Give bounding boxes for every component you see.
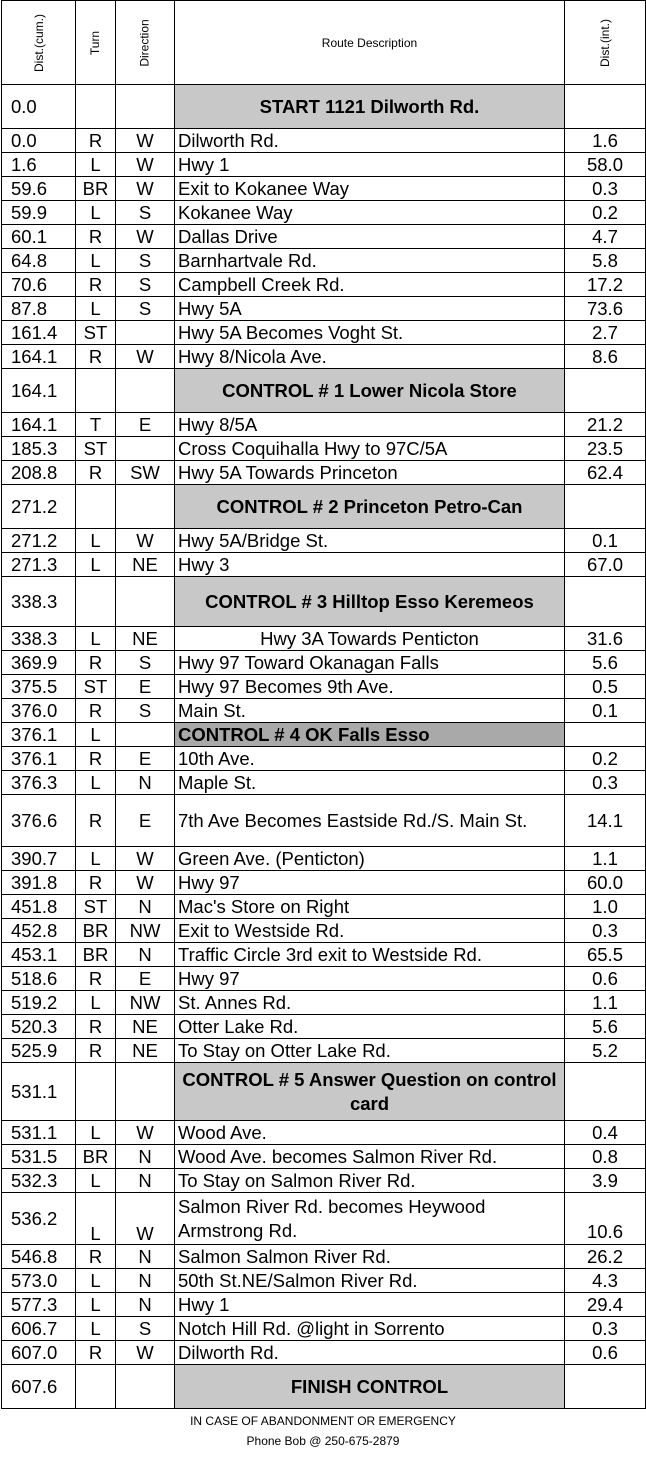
cell-dist-int: 67.0 <box>565 553 646 577</box>
cell-route-description: Maple St. <box>175 771 565 795</box>
cell-dist-cum: 271.2 <box>2 529 76 553</box>
cell-turn: R <box>76 273 116 297</box>
cell-dist-int <box>565 577 646 627</box>
control-row <box>2 485 646 529</box>
table-row <box>2 345 646 369</box>
cell-dist-cum: 164.1 <box>2 369 76 413</box>
cell-direction: S <box>116 249 175 273</box>
cell-route-description: Wood Ave. becomes Salmon River Rd. <box>175 1145 565 1169</box>
cell-direction: E <box>116 795 175 847</box>
cell-dist-int: 29.4 <box>565 1293 646 1317</box>
cell-dist-cum: 271.2 <box>2 485 76 529</box>
cell-direction: SW <box>116 461 175 485</box>
cell-direction: NE <box>116 627 175 651</box>
cell-route-description: CONTROL # 5 Answer Question on control card <box>175 1063 565 1121</box>
cell-direction: N <box>116 1269 175 1293</box>
table-row <box>2 225 646 249</box>
cell-turn: R <box>76 871 116 895</box>
cell-dist-int: 0.3 <box>565 919 646 943</box>
control-row <box>2 369 646 413</box>
cell-direction <box>116 437 175 461</box>
cell-dist-int: 0.4 <box>565 1121 646 1145</box>
cell-dist-int: 0.8 <box>565 1145 646 1169</box>
cell-dist-int: 23.5 <box>565 437 646 461</box>
table-row <box>2 249 646 273</box>
cell-dist-cum: 185.3 <box>2 437 76 461</box>
cell-dist-cum: 271.3 <box>2 553 76 577</box>
cell-route-description: CONTROL # 4 OK Falls Esso <box>175 723 565 747</box>
cell-dist-int: 1.1 <box>565 847 646 871</box>
cell-route-description: Exit to Kokanee Way <box>175 177 565 201</box>
header-turn: Turn <box>76 1 116 85</box>
cell-turn: L <box>76 627 116 651</box>
cell-dist-cum: 0.0 <box>2 85 76 129</box>
cell-turn: BR <box>76 1145 116 1169</box>
cell-direction: N <box>116 1293 175 1317</box>
table-row <box>2 747 646 771</box>
cell-dist-int: 5.6 <box>565 1015 646 1039</box>
cell-dist-int <box>565 369 646 413</box>
cell-route-description: Cross Coquihalla Hwy to 97C/5A <box>175 437 565 461</box>
cell-dist-cum: 64.8 <box>2 249 76 273</box>
cell-dist-int: 4.7 <box>565 225 646 249</box>
table-row <box>2 1293 646 1317</box>
cell-dist-int: 58.0 <box>565 153 646 177</box>
cell-turn: L <box>76 991 116 1015</box>
cell-direction: W <box>116 129 175 153</box>
cell-dist-int: 17.2 <box>565 273 646 297</box>
cell-route-description: Hwy 5A Towards Princeton <box>175 461 565 485</box>
cell-dist-cum: 606.7 <box>2 1317 76 1341</box>
cell-turn: L <box>76 553 116 577</box>
cell-dist-cum: 607.6 <box>2 1365 76 1409</box>
cell-dist-cum: 0.0 <box>2 129 76 153</box>
table-row <box>2 1341 646 1365</box>
cell-direction <box>116 485 175 529</box>
cell-turn: R <box>76 461 116 485</box>
cell-direction <box>116 369 175 413</box>
cell-direction: N <box>116 895 175 919</box>
cell-dist-int <box>565 1365 646 1409</box>
table-row <box>2 895 646 919</box>
cell-turn: ST <box>76 437 116 461</box>
cell-direction: S <box>116 699 175 723</box>
table-row <box>2 1245 646 1269</box>
cell-turn: R <box>76 967 116 991</box>
cell-turn: L <box>76 771 116 795</box>
cell-dist-int: 4.3 <box>565 1269 646 1293</box>
cell-direction: N <box>116 1169 175 1193</box>
cell-route-description: FINISH CONTROL <box>175 1365 565 1409</box>
cell-dist-int: 0.3 <box>565 1317 646 1341</box>
cell-turn: L <box>76 1317 116 1341</box>
cell-direction: E <box>116 675 175 699</box>
cell-turn: L <box>76 529 116 553</box>
cell-dist-int <box>565 1063 646 1121</box>
cell-direction: N <box>116 771 175 795</box>
cell-direction: S <box>116 297 175 321</box>
cell-direction: S <box>116 201 175 225</box>
cell-direction: W <box>116 1193 175 1245</box>
cell-dist-int: 60.0 <box>565 871 646 895</box>
table-row <box>2 795 646 847</box>
cell-direction <box>116 1063 175 1121</box>
cell-turn: R <box>76 345 116 369</box>
cell-dist-cum: 391.8 <box>2 871 76 895</box>
cell-direction: N <box>116 1145 175 1169</box>
cell-route-description: St. Annes Rd. <box>175 991 565 1015</box>
cell-dist-int: 14.1 <box>565 795 646 847</box>
cell-route-description: Hwy 97 <box>175 871 565 895</box>
cell-turn: L <box>76 1169 116 1193</box>
cell-direction: W <box>116 177 175 201</box>
cell-route-description: Hwy 97 Becomes 9th Ave. <box>175 675 565 699</box>
cell-direction: N <box>116 943 175 967</box>
cell-direction: W <box>116 153 175 177</box>
cell-turn <box>76 1365 116 1409</box>
cell-dist-int: 0.3 <box>565 177 646 201</box>
cell-turn: R <box>76 225 116 249</box>
cell-dist-cum: 208.8 <box>2 461 76 485</box>
table-row <box>2 943 646 967</box>
cell-dist-cum: 376.1 <box>2 747 76 771</box>
cell-turn: R <box>76 1341 116 1365</box>
cell-dist-int: 62.4 <box>565 461 646 485</box>
table-row <box>2 919 646 943</box>
table-row <box>2 529 646 553</box>
cell-route-description: Main St. <box>175 699 565 723</box>
cell-direction: W <box>116 345 175 369</box>
cell-dist-cum: 161.4 <box>2 321 76 345</box>
table-row <box>2 129 646 153</box>
cell-dist-cum: 577.3 <box>2 1293 76 1317</box>
table-row <box>2 1039 646 1063</box>
cell-route-description: Kokanee Way <box>175 201 565 225</box>
header-route-description: Route Description <box>175 1 565 85</box>
table-row <box>2 437 646 461</box>
cell-direction: W <box>116 1121 175 1145</box>
cell-dist-int: 31.6 <box>565 627 646 651</box>
cell-turn: R <box>76 1245 116 1269</box>
cell-dist-int: 1.0 <box>565 895 646 919</box>
cell-dist-cum: 531.1 <box>2 1121 76 1145</box>
cell-dist-cum: 531.5 <box>2 1145 76 1169</box>
cell-turn: BR <box>76 919 116 943</box>
cell-route-description: Hwy 1 <box>175 1293 565 1317</box>
control-row <box>2 1063 646 1121</box>
cell-direction <box>116 321 175 345</box>
cell-turn: L <box>76 1269 116 1293</box>
cell-route-description: Traffic Circle 3rd exit to Westside Rd. <box>175 943 565 967</box>
table-row <box>2 627 646 651</box>
cell-dist-cum: 1.6 <box>2 153 76 177</box>
cell-direction: W <box>116 1341 175 1365</box>
cell-dist-cum: 546.8 <box>2 1245 76 1269</box>
cell-route-description: Hwy 97 Toward Okanagan Falls <box>175 651 565 675</box>
cell-dist-int: 1.6 <box>565 129 646 153</box>
table-row <box>2 321 646 345</box>
cell-dist-cum: 376.6 <box>2 795 76 847</box>
cell-direction: W <box>116 529 175 553</box>
cell-dist-cum: 87.8 <box>2 297 76 321</box>
cell-turn: L <box>76 1193 116 1245</box>
cell-dist-int: 3.9 <box>565 1169 646 1193</box>
cell-dist-int: 10.6 <box>565 1193 646 1245</box>
cell-dist-cum: 531.1 <box>2 1063 76 1121</box>
cell-direction: NE <box>116 1039 175 1063</box>
cell-route-description: Barnhartvale Rd. <box>175 249 565 273</box>
cell-route-description: Dilworth Rd. <box>175 129 565 153</box>
cell-route-description: START 1121 Dilworth Rd. <box>175 85 565 129</box>
cell-turn <box>76 85 116 129</box>
cell-dist-cum: 532.3 <box>2 1169 76 1193</box>
cell-dist-int: 5.2 <box>565 1039 646 1063</box>
cell-dist-cum: 376.3 <box>2 771 76 795</box>
emergency-footer <box>1 1409 645 1451</box>
cell-dist-cum: 338.3 <box>2 627 76 651</box>
cell-dist-cum: 375.5 <box>2 675 76 699</box>
table-row <box>2 461 646 485</box>
table-row <box>2 651 646 675</box>
cell-route-description: CONTROL # 2 Princeton Petro-Can <box>175 485 565 529</box>
cell-turn: L <box>76 1293 116 1317</box>
cell-route-description: Salmon River Rd. becomes Heywood Armstrong Rd. <box>175 1193 565 1245</box>
route-table <box>1 0 646 1409</box>
cell-turn: L <box>76 847 116 871</box>
cell-direction <box>116 723 175 747</box>
table-row <box>2 553 646 577</box>
cell-dist-int: 0.6 <box>565 1341 646 1365</box>
cell-dist-cum: 518.6 <box>2 967 76 991</box>
cell-turn: R <box>76 651 116 675</box>
cell-turn: L <box>76 297 116 321</box>
cell-route-description: Hwy 3 <box>175 553 565 577</box>
footer-line-1: IN CASE OF ABANDONMENT OR EMERGENCY <box>190 1414 456 1428</box>
table-row <box>2 699 646 723</box>
cell-direction: S <box>116 273 175 297</box>
cell-dist-cum: 164.1 <box>2 413 76 437</box>
cell-dist-cum: 519.2 <box>2 991 76 1015</box>
control-row <box>2 723 646 747</box>
cell-turn: ST <box>76 321 116 345</box>
table-row <box>2 871 646 895</box>
table-row <box>2 1169 646 1193</box>
table-row <box>2 1145 646 1169</box>
cell-direction: S <box>116 1317 175 1341</box>
cell-route-description: Hwy 5A Becomes Voght St. <box>175 321 565 345</box>
cell-route-description: CONTROL # 3 Hilltop Esso Keremeos <box>175 577 565 627</box>
header-dist-int: Dist.(int.) <box>565 1 646 85</box>
cell-direction: W <box>116 225 175 249</box>
cell-route-description: Dallas Drive <box>175 225 565 249</box>
cell-turn: L <box>76 153 116 177</box>
cell-turn: L <box>76 249 116 273</box>
cell-direction: NE <box>116 1015 175 1039</box>
cell-dist-int: 0.1 <box>565 529 646 553</box>
cell-direction: NW <box>116 991 175 1015</box>
cell-route-description: Salmon Salmon River Rd. <box>175 1245 565 1269</box>
cell-direction <box>116 85 175 129</box>
table-row <box>2 201 646 225</box>
cell-dist-int: 0.1 <box>565 699 646 723</box>
table-row <box>2 1317 646 1341</box>
cell-direction <box>116 577 175 627</box>
cell-turn: R <box>76 747 116 771</box>
header-direction: Direction <box>116 1 175 85</box>
cell-dist-cum: 59.6 <box>2 177 76 201</box>
control-row <box>2 85 646 129</box>
cell-direction: E <box>116 967 175 991</box>
cell-turn: T <box>76 413 116 437</box>
cell-dist-cum: 453.1 <box>2 943 76 967</box>
cell-dist-int: 0.5 <box>565 675 646 699</box>
cell-dist-int <box>565 85 646 129</box>
table-row <box>2 847 646 871</box>
cell-dist-int: 26.2 <box>565 1245 646 1269</box>
cell-direction: E <box>116 413 175 437</box>
cell-turn <box>76 485 116 529</box>
table-row <box>2 177 646 201</box>
cell-dist-int: 5.8 <box>565 249 646 273</box>
cell-route-description: Hwy 1 <box>175 153 565 177</box>
cell-turn: BR <box>76 177 116 201</box>
table-row <box>2 675 646 699</box>
header-row <box>2 1 646 85</box>
table-row <box>2 771 646 795</box>
cell-dist-cum: 59.9 <box>2 201 76 225</box>
cell-route-description: Mac's Store on Right <box>175 895 565 919</box>
cell-direction <box>116 1365 175 1409</box>
cell-dist-cum: 164.1 <box>2 345 76 369</box>
table-row <box>2 273 646 297</box>
cell-dist-int: 21.2 <box>565 413 646 437</box>
cell-dist-cum: 452.8 <box>2 919 76 943</box>
table-row <box>2 413 646 437</box>
cell-route-description: To Stay on Otter Lake Rd. <box>175 1039 565 1063</box>
cell-dist-int: 1.1 <box>565 991 646 1015</box>
cell-dist-cum: 338.3 <box>2 577 76 627</box>
cell-turn: R <box>76 1015 116 1039</box>
cell-turn: L <box>76 201 116 225</box>
cell-dist-int: 0.2 <box>565 747 646 771</box>
cell-route-description: Hwy 3A Towards Penticton <box>175 627 565 651</box>
cell-route-description: CONTROL # 1 Lower Nicola Store <box>175 369 565 413</box>
cell-route-description: 7th Ave Becomes Eastside Rd./S. Main St. <box>175 795 565 847</box>
cell-dist-int: 0.3 <box>565 771 646 795</box>
cell-turn: L <box>76 1121 116 1145</box>
cell-dist-int: 0.2 <box>565 201 646 225</box>
cell-route-description: Green Ave. (Penticton) <box>175 847 565 871</box>
table-row <box>2 991 646 1015</box>
cell-dist-cum: 520.3 <box>2 1015 76 1039</box>
cell-route-description: Campbell Creek Rd. <box>175 273 565 297</box>
cell-direction: NW <box>116 919 175 943</box>
cell-route-description: Notch Hill Rd. @light in Sorrento <box>175 1317 565 1341</box>
header-dist-cum: Dist.(cum.) <box>2 1 76 85</box>
cell-direction: W <box>116 871 175 895</box>
cell-route-description: Otter Lake Rd. <box>175 1015 565 1039</box>
cell-turn: R <box>76 1039 116 1063</box>
cell-direction: S <box>116 651 175 675</box>
cell-turn <box>76 1063 116 1121</box>
cell-direction: N <box>116 1245 175 1269</box>
cell-dist-cum: 573.0 <box>2 1269 76 1293</box>
cell-turn <box>76 577 116 627</box>
cell-direction: NE <box>116 553 175 577</box>
table-row <box>2 153 646 177</box>
cell-route-description: Dilworth Rd. <box>175 1341 565 1365</box>
footer-line-2: Phone Bob @ 250-675-2879 <box>246 1434 400 1448</box>
cell-turn: R <box>76 699 116 723</box>
cell-dist-cum: 369.9 <box>2 651 76 675</box>
table-row <box>2 1121 646 1145</box>
cell-direction: E <box>116 747 175 771</box>
control-row <box>2 1365 646 1409</box>
cell-route-description: Hwy 97 <box>175 967 565 991</box>
cell-dist-int: 2.7 <box>565 321 646 345</box>
cell-route-description: To Stay on Salmon River Rd. <box>175 1169 565 1193</box>
cell-turn <box>76 369 116 413</box>
cell-dist-cum: 70.6 <box>2 273 76 297</box>
cell-dist-int: 65.5 <box>565 943 646 967</box>
cell-dist-int <box>565 485 646 529</box>
cell-dist-cum: 376.1 <box>2 723 76 747</box>
cell-route-description: Wood Ave. <box>175 1121 565 1145</box>
cell-route-description: Hwy 8/5A <box>175 413 565 437</box>
control-row <box>2 577 646 627</box>
cell-turn: BR <box>76 943 116 967</box>
cell-turn: L <box>76 723 116 747</box>
cell-dist-int: 0.6 <box>565 967 646 991</box>
cell-dist-int <box>565 723 646 747</box>
table-row <box>2 1269 646 1293</box>
cell-dist-int: 5.6 <box>565 651 646 675</box>
cell-dist-cum: 607.0 <box>2 1341 76 1365</box>
cell-turn: R <box>76 795 116 847</box>
cell-route-description: Hwy 5A <box>175 297 565 321</box>
cell-turn: ST <box>76 675 116 699</box>
table-row <box>2 967 646 991</box>
cell-dist-cum: 525.9 <box>2 1039 76 1063</box>
table-row <box>2 1193 646 1245</box>
cell-route-description: 50th St.NE/Salmon River Rd. <box>175 1269 565 1293</box>
cell-turn: ST <box>76 895 116 919</box>
cell-dist-int: 8.6 <box>565 345 646 369</box>
table-row <box>2 1015 646 1039</box>
cell-dist-cum: 536.2 <box>2 1193 76 1245</box>
cell-route-description: Exit to Westside Rd. <box>175 919 565 943</box>
cell-route-description: Hwy 8/Nicola Ave. <box>175 345 565 369</box>
cell-route-description: 10th Ave. <box>175 747 565 771</box>
cell-route-description: Hwy 5A/Bridge St. <box>175 529 565 553</box>
cell-dist-int: 73.6 <box>565 297 646 321</box>
cell-turn: R <box>76 129 116 153</box>
table-row <box>2 297 646 321</box>
cell-dist-cum: 60.1 <box>2 225 76 249</box>
cell-dist-cum: 376.0 <box>2 699 76 723</box>
cell-dist-cum: 390.7 <box>2 847 76 871</box>
cell-direction: W <box>116 847 175 871</box>
cell-dist-cum: 451.8 <box>2 895 76 919</box>
